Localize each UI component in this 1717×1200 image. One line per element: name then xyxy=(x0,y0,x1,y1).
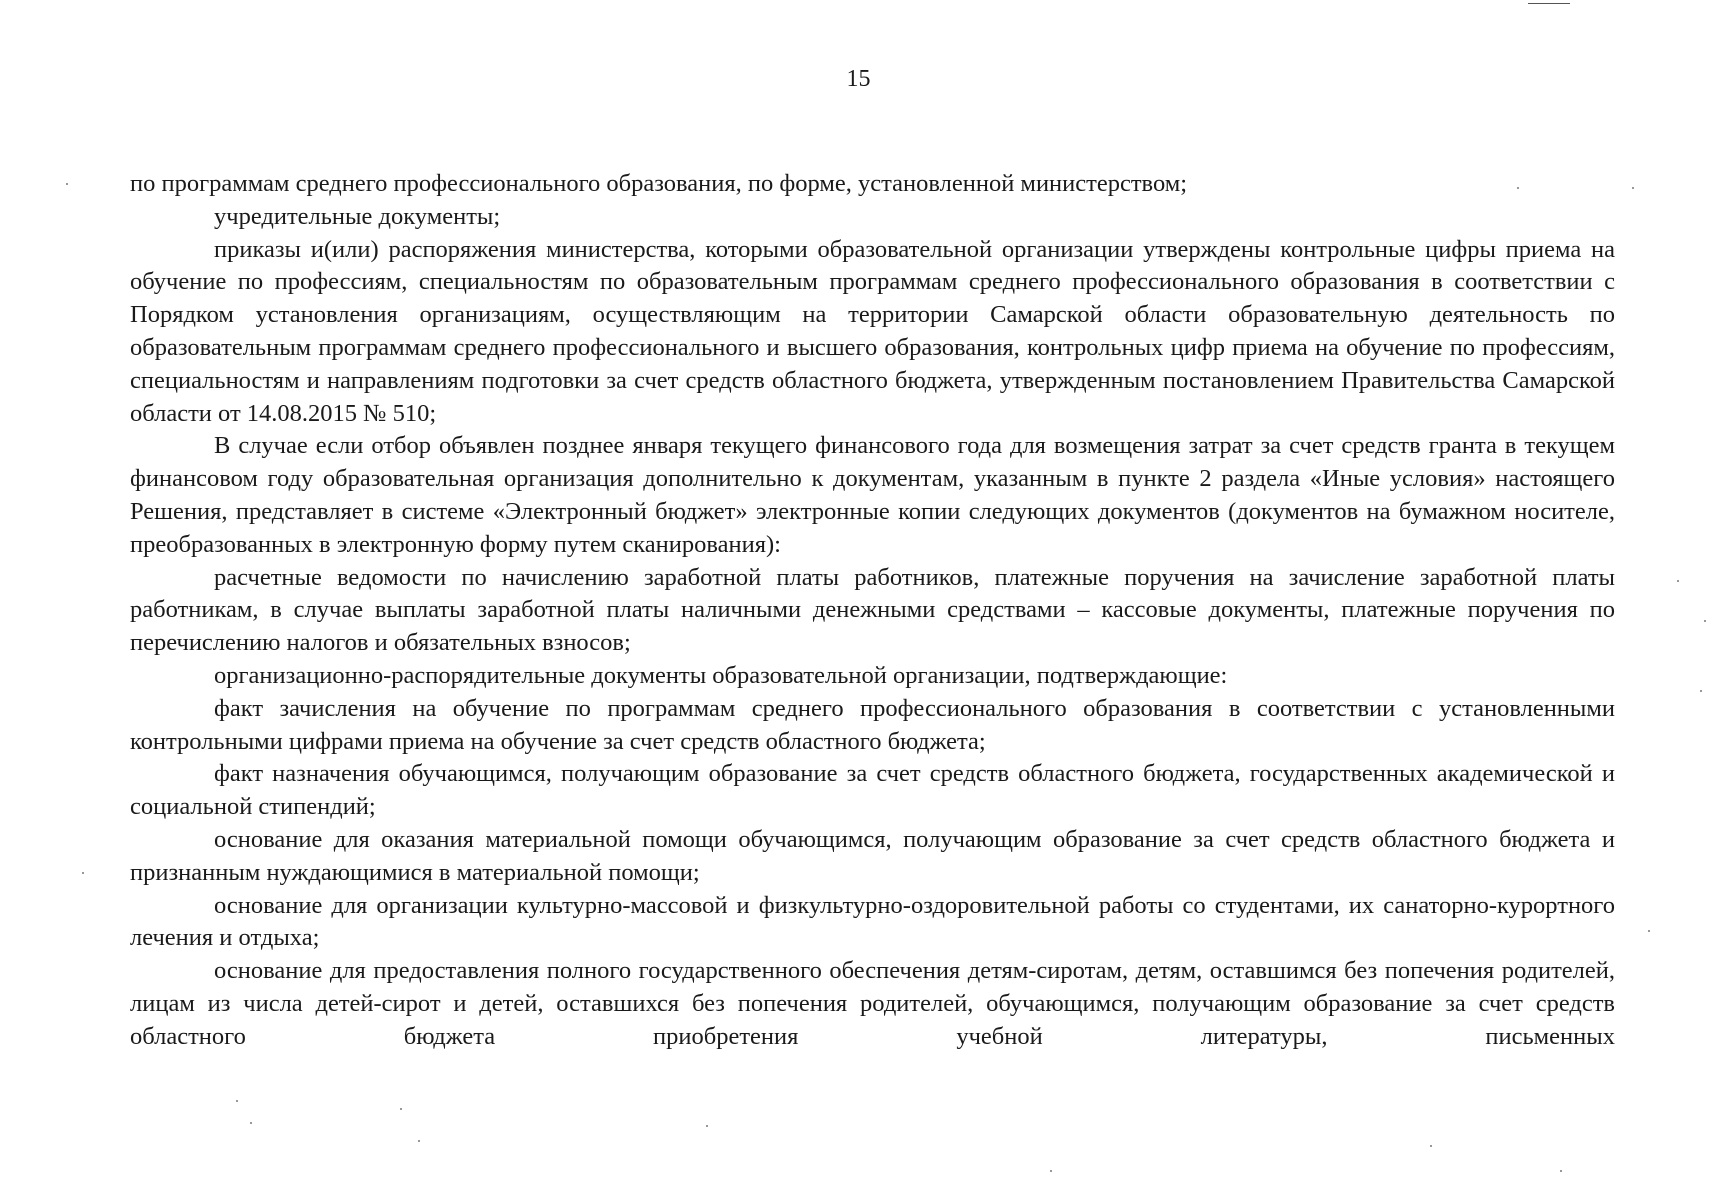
scan-speck xyxy=(1430,1145,1432,1147)
scan-speck xyxy=(1648,930,1650,932)
scan-speck xyxy=(66,183,68,185)
scan-speck xyxy=(1700,690,1702,692)
paragraph-founding-documents: учредительные документы; xyxy=(214,202,501,230)
scan-speck xyxy=(418,1140,420,1142)
scan-speck xyxy=(82,872,84,874)
paragraph-ministry-orders: приказы и(или) распоряжения министерства, которыми образовательной организации утверждены контрольные цифры приема на обучение по профессиям, специальностям по образовательным программам среднего профессионального образования в соответствии с Порядком установления организациям, осуществляющим на территории Самарской области образовательную деятельность по образовательным программам среднего профессионального и высшего образования, контрольных цифр приема на обучение по профессиям, специальностям и направлениям подготовки за счет средств областного бюджета, утвержденным постановлением Правительства Самарской области от 14.08.2015 № 510; xyxy=(130,235,1615,427)
scan-speck xyxy=(1632,187,1634,189)
page-number: 15 xyxy=(846,66,871,92)
scan-speck xyxy=(1050,1170,1052,1172)
scan-speck xyxy=(1677,580,1679,582)
scan-speck xyxy=(1704,620,1706,622)
document-body xyxy=(130,168,1615,1054)
scan-speck xyxy=(706,1125,708,1127)
paragraph-cultural-work: основание для организации культурно-массовой и физкультурно-оздоровительной работы со студентами, их санаторно-курортного лечения и отдыха; xyxy=(130,891,1615,952)
paragraph-scholarship-fact: факт назначения обучающимся, получающим образование за счет средств областного бюджета, государственных академической и социальной стипендий; xyxy=(130,760,1615,821)
paragraph-organizational-documents: организационно-распорядительные документы образовательной организации, подтверждающие: xyxy=(214,661,1228,689)
scan-speck xyxy=(236,1100,238,1102)
scan-speck xyxy=(400,1108,402,1110)
paragraph-selection-case: В случае если отбор объявлен позднее января текущего финансового года для возмещения затрат за счет средств гранта в текущем финансовом году образовательная организация дополнительно к документам, указанным в пункте 2 раздела «Иные условия» настоящего Решения, представляет в системе «Электронный бюджет» электронные копии следующих документов (документов на бумажном носителе, преобразованных в электронную форму путем сканирования): xyxy=(130,432,1615,558)
scan-speck xyxy=(1560,1170,1562,1172)
paragraph-enrollment-fact: факт зачисления на обучение по программам среднего профессионального образования в соответствии с установленными контрольными цифрами приема на обучение за счет средств областного бюджета; xyxy=(130,694,1615,755)
scan-speck xyxy=(250,1122,252,1124)
paragraph-continuation: по программам среднего профессионального образования, по форме, установленной министерством; xyxy=(130,170,1188,197)
scan-speck xyxy=(1517,187,1519,189)
paragraph-state-support: основание для предоставления полного государственного обеспечения детям-сиротам, детям, оставшимся без попечения родителей, лицам из числа детей-сирот и детей, оставшихся без попечения родителей, обучающимся, получающим образование за счет средств областного бюджета приобретения учебной литературы, письменных xyxy=(130,957,1615,1050)
paragraph-payroll-statements: расчетные ведомости по начислению заработной платы работников, платежные поручения на зачисление заработной платы работникам, в случае выплаты заработной платы наличными денежными средствами – кассовые документы, платежные поручения по перечислению налогов и обязательных взносов; xyxy=(130,563,1615,657)
scan-mark-top-right xyxy=(1528,3,1570,4)
paragraph-material-aid: основание для оказания материальной помощи обучающимся, получающим образование за счет средств областного бюджета и признанным нуждающимися в материальной помощи; xyxy=(130,825,1615,886)
